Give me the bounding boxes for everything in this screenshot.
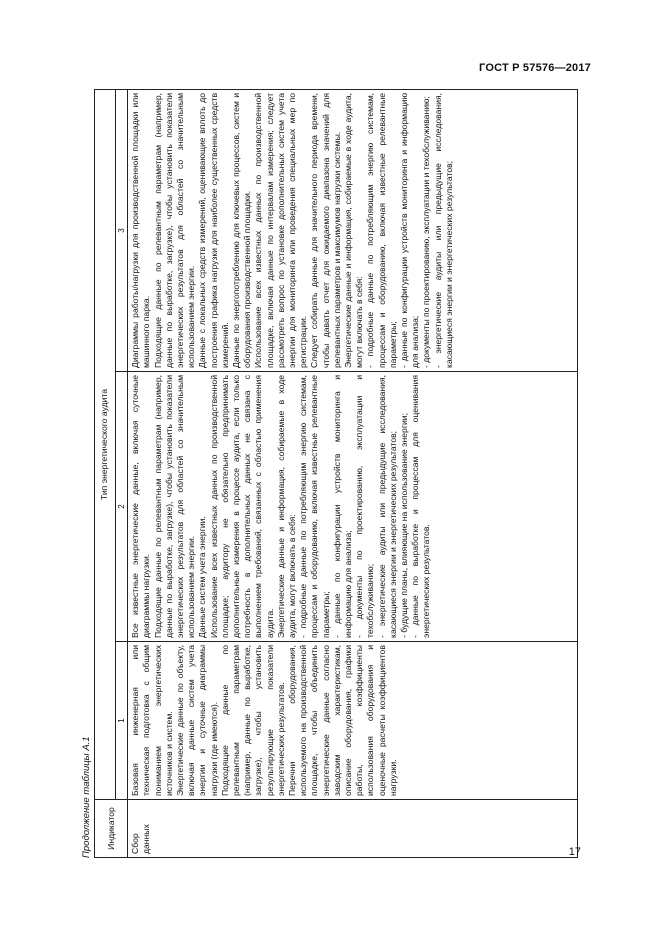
indicator-cell	[128, 800, 578, 858]
col2-list-item: - энергетические аудиты или предыдущие исследования, касающиеся энергии и энергетических результатов;	[376, 375, 398, 638]
header-indicator: Индикатор	[95, 800, 128, 858]
col3-cell	[128, 89, 578, 371]
col3-para: Подходящие данные по релевантным параметрам (например, данные по выработке, загрузке), чтобы установить показатели энергетических результатов для областей со значительным использованием энергии.	[152, 92, 197, 368]
col3-para: Диаграммы работы/нагрузки для производственной площадки или машинного парка.	[130, 92, 152, 368]
col2-para: Энергетические данные и информация, собираемые в ходе аудита, могут включать в себя:	[275, 375, 298, 638]
col2-para: Данные систем учета энергии.	[197, 516, 208, 638]
col2-para: Подходящие данные по релевантным параметрам (например, данные по выработке, загрузке), чтобы установить показатели энергетических результатов для областей со значительным использованием энергии.	[152, 375, 197, 638]
header-audit-type: Тип энергетического аудита	[95, 89, 116, 799]
rotated-table-page	[80, 90, 578, 858]
col2-list-item: - подробные данные по потребляющим энергию системам, процессам и оборудованию, включая известные релевантные параметры;	[298, 375, 331, 638]
col3-para: Следует собирать данные для значительного периода времени, чтобы давать отчет для ожидаемого диапазона значений для релевантных параметров и максимумов нагрузки системы.	[309, 92, 342, 368]
col3-list-item: - данные по конфигурации устройств мониторинга и информацию для анализа;	[399, 92, 421, 368]
col1-cell	[128, 642, 578, 800]
document-id: ГОСТ Р 57576—2017	[479, 62, 591, 74]
col1-para: Перечни оборудования, используемого на производственной площадке, чтобы объединить энергетические данные согласно заводским характеристикам, описание оборудования, графики работы, коэффициенты использования оборудования и оценочные расчеты коэффициентов нагрузки.	[287, 645, 398, 796]
col2-list-item: - данные по конфигурации устройств мониторинга и информацию для анализа;	[331, 375, 354, 638]
col3-para: Использование всех известных данных по производственной площадке, включая данные по интервалам измерения; следует рассмотреть вопрос по установке дополнительных систем учета энергии для мониторинга или проведения специальных мер по регистрации.	[253, 92, 309, 368]
col2-list-item: - данные по выработке и процессам для оценивания энергетических результатов.	[410, 375, 432, 638]
col2-para: Все известные энергетические данные, включая суточные диаграммы нагрузки.	[130, 375, 152, 638]
col2-list-item: - будущие планы, влияющие на использование энергии;	[399, 413, 410, 638]
table-row	[128, 89, 578, 857]
indicator-text: Сбор данных	[130, 824, 152, 854]
col3-list-item: - энергетические аудиты или предыдущие исследования, касающиеся энергии и энергетических результатов;	[432, 92, 454, 368]
col1-para: Энергетические данные по объекту, включая данные систем учета энергии и суточные диаграммы нагрузки (где имеются).	[175, 645, 219, 796]
col2-list-item: - документы по проектированию, эксплуатации и техобслуживанию;	[354, 375, 376, 638]
col2-para: Использование всех известных данных по производственной площадке; аудитору не обязательно предпринимать дополнительные измерения в процессе аудита, если только потребность в дополнительных данных не связана с выполнением требований, связанных с областью применения аудита.	[208, 375, 275, 638]
page-number: 17	[568, 846, 581, 858]
col3-para: Энергетические данные и информация, собираемые в ходе аудита, могут включать в себя:	[343, 92, 365, 368]
col1-para: Базовая инженерная или техническая подготовка с общим пониманием энергетических источников и систем.	[130, 645, 174, 796]
col2-cell	[128, 372, 578, 642]
table-caption: Продолжение таблицы А.1	[81, 736, 92, 858]
col3-para: Данные по энергопотреблению для ключевых процессов, систем и оборудования производственной площадки.	[231, 92, 253, 368]
col1-para: Подходящие данные по релевантным параметрам (например, данные по выработке, загрузке), чтобы установить результирующие показатели энергетических результатов.	[219, 645, 286, 796]
col3-list-item: - документы по проектированию, эксплуатации и техобслуживанию;	[421, 96, 432, 368]
header-col-3: 3	[116, 89, 128, 371]
header-col-2: 2	[116, 372, 128, 642]
audit-table	[94, 89, 578, 858]
col3-para: Данные с локальных средств измерений, оценивающие вплоть до построения графика нагрузки для наиболее существенных средств измерений.	[197, 92, 230, 368]
col3-list-item: - подробные данные по потребляющим энергию системам, процессам и оборудованию, включая известные релевантные параметры;	[365, 92, 398, 368]
header-col-1: 1	[116, 642, 128, 800]
